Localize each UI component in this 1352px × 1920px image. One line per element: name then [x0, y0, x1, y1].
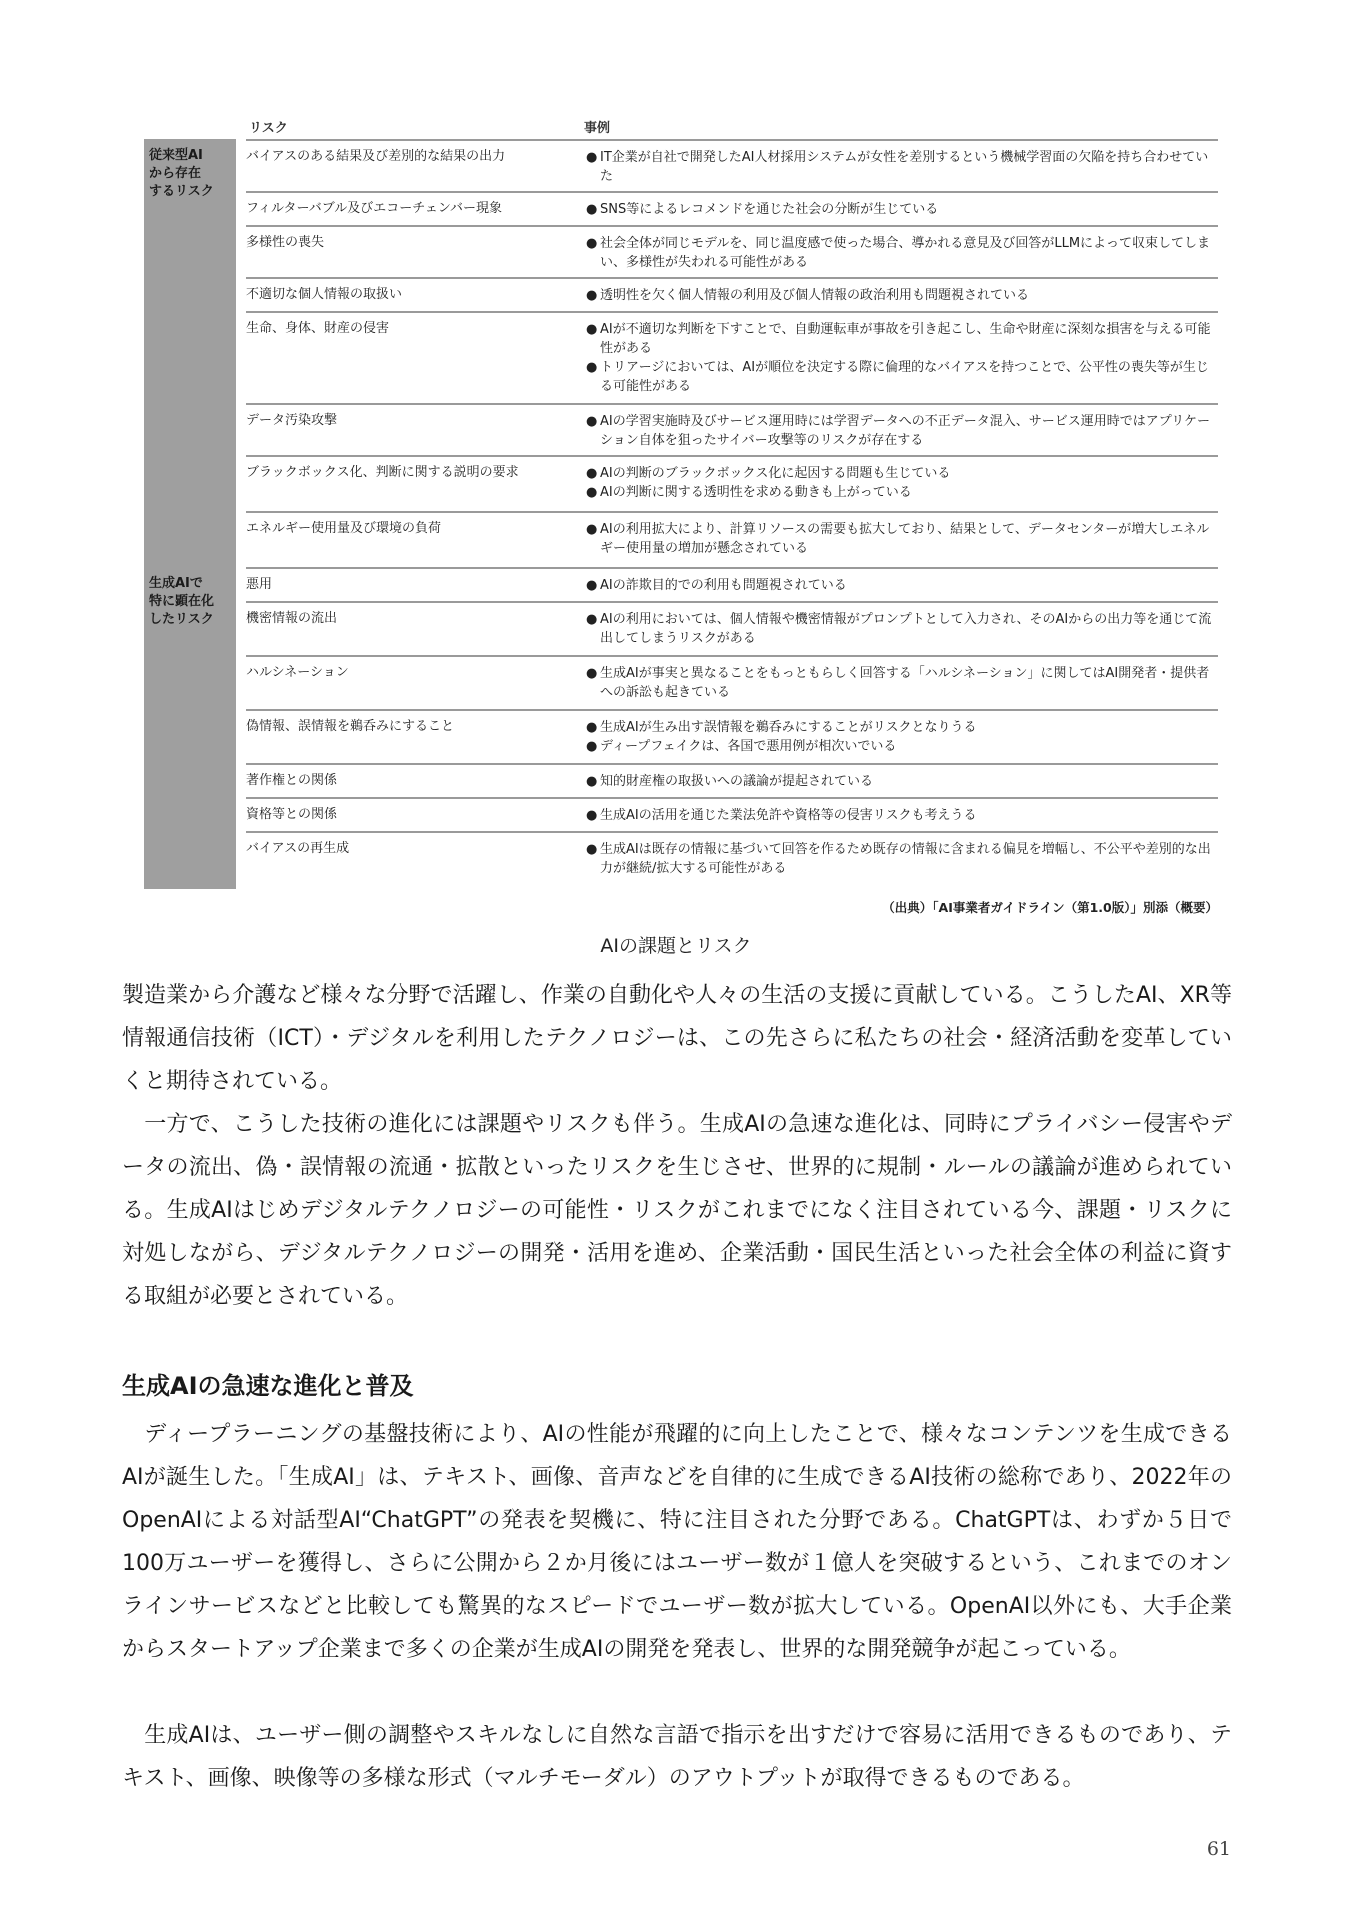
bullet-icon: ● — [586, 485, 598, 500]
example-text: 生成AIは既存の情報に基づいて回答を作るため既存の情報に含まれる偏見を増幅し、不公平や差別的な出力が継続/拡大する可能性がある — [600, 842, 1211, 876]
example-text: AIの詐欺目的での利用も問題視されている — [600, 578, 847, 593]
example-item — [586, 320, 1216, 358]
example-item — [586, 664, 1216, 702]
example-item — [586, 412, 1216, 450]
risk-row — [246, 403, 1218, 457]
bullet-icon: ● — [586, 666, 598, 681]
body-paragraph: 生成AIは、ユーザー側の調整やスキルなしに自然な言語で指示を出すだけで容易に活用できるものであり、テキスト、画像、映像等の多様な形式（マルチモーダル）のアウトプットが取得できるものである。 — [122, 1723, 1232, 1791]
risk-examples — [586, 200, 1216, 219]
risk-examples — [586, 520, 1216, 558]
risk-row — [246, 709, 1218, 765]
risk-column-header: リスク — [249, 121, 288, 136]
risk-name: データ汚染攻撃 — [246, 413, 338, 428]
example-text: 生成AIが事実と異なることをもっともらしく回答する「ハルシネーション」に関してはAI開発者・提供者への訴訟も起きている — [600, 666, 1210, 700]
risk-examples — [586, 806, 1216, 825]
group-label-generative: 生成AIで 特に顕在化 したリスク — [149, 576, 215, 627]
risk-name: フィルターバブル及びエコーチェンバー現象 — [246, 201, 502, 216]
bullet-icon: ● — [586, 842, 598, 857]
bullet-icon: ● — [586, 808, 598, 823]
risk-examples — [586, 234, 1216, 272]
example-item — [586, 718, 1216, 737]
example-text: トリアージにおいては、AIが順位を決定する際に倫理的なバイアスを持つことで、公平性の喪失等が生じる可能性がある — [600, 360, 1209, 394]
example-text: AIの利用拡大により、計算リソースの需要も拡大しており、結果として、データセンターが増大しエネルギー使用量の増加が懸念されている — [600, 522, 1210, 556]
risk-name: 偽情報、誤情報を鵜呑みにすること — [246, 719, 455, 734]
bullet-icon: ● — [586, 236, 598, 251]
example-item — [586, 148, 1216, 186]
risk-name: 著作権との関係 — [246, 773, 338, 788]
risk-name: エネルギー使用量及び環境の負荷 — [246, 521, 442, 536]
risk-examples — [586, 148, 1216, 186]
risk-row — [246, 277, 1218, 313]
bullet-icon: ● — [586, 466, 598, 481]
example-text: IT企業が自社で開発したAI人材採用システムが女性を差別するという機械学習面の欠陥を持ち合わせていた — [600, 150, 1209, 184]
group-band-generative — [144, 567, 236, 889]
example-text: 透明性を欠く個人情報の利用及び個人情報の政治利用も問題視されている — [600, 288, 1030, 303]
body-paragraph: ディープラーニングの基盤技術により、AIの性能が飛躍的に向上したことで、様々なコンテンツを生成できるAIが誕生した。「生成AI」は、テキスト、画像、音声などを自律的に生成できるAI技術の総称であり、2022年のOpenAIによる対話型AI“ChatGPT”の発表を契機に、特に注目された分野である。ChatGPTは、わずか５日で100万ユーザーを獲得し、さらに公開から２か月後にはユーザー数が１億人を突破するという、これまでのオンラインサービスなどと比較しても驚異的なスピードでユーザー数が拡大している。OpenAI以外にも、大手企業からスタートアップ企業まで多くの企業が生成AIの開発を発表し、世界的な開発競争が起こっている。 — [122, 1422, 1232, 1662]
example-text: 生成AIが生み出す誤情報を鵜呑みにすることがリスクとなりうる — [600, 720, 977, 735]
example-item — [586, 483, 1216, 502]
example-text: AIが不適切な判断を下すことで、自動運転車が事故を引き起こし、生命や財産に深刻な損害を与える可能性がある — [600, 322, 1211, 356]
example-text: AIの判断のブラックボックス化に起因する問題も生じている — [600, 466, 951, 481]
example-text: ディープフェイクは、各国で悪用例が相次いでいる — [600, 739, 897, 754]
example-text: SNS等によるレコメンドを通じた社会の分断が生じている — [600, 202, 939, 217]
risk-row — [246, 831, 1218, 891]
example-item — [586, 286, 1216, 305]
bullet-icon: ● — [586, 522, 598, 537]
bullet-icon: ● — [586, 202, 598, 217]
section-heading: 生成AIの急速な進化と普及 — [122, 1372, 414, 1400]
risk-row — [246, 225, 1218, 279]
bullet-icon: ● — [586, 414, 598, 429]
group-label-traditional: 従来型AI から存在 するリスク — [149, 148, 214, 199]
example-text: 社会全体が同じモデルを、同じ温度感で使った場合、導かれる意見及び回答がLLMによって収束してしまい、多様性が失われる可能性がある — [600, 236, 1211, 270]
bullet-icon: ● — [586, 774, 598, 789]
example-text: AIの学習実施時及びサービス運用時には学習データへの不正データ混入、サービス運用時ではアプリケーション自体を狙ったサイバー攻撃等のリスクが存在する — [600, 414, 1210, 448]
risk-name: 多様性の喪失 — [246, 235, 325, 250]
example-item — [586, 520, 1216, 558]
risk-name: バイアスのある結果及び差別的な結果の出力 — [246, 149, 506, 164]
example-item — [586, 358, 1216, 396]
body-paragraph: 一方で、こうした技術の進化には課題やリスクも伴う。生成AIの急速な進化は、同時にプライバシー侵害やデータの流出、偽・誤情報の流通・拡散といったリスクを生じさせ、世界的に規制・ルールの議論が進められている。生成AIはじめデジタルテクノロジーの可能性・リスクがこれまでになく注目されている今、課題・リスクに対処しながら、デジタルテクノロジーの開発・活用を進め、企業活動・国民生活といった社会全体の利益に資する取組が必要とされている。 — [122, 1112, 1232, 1309]
bullet-icon: ● — [586, 360, 598, 375]
risk-row — [246, 191, 1218, 227]
bullet-icon: ● — [586, 150, 598, 165]
bullet-icon: ● — [586, 720, 598, 735]
risk-name: ハルシネーション — [246, 665, 349, 680]
example-item — [586, 737, 1216, 756]
risk-name: ブラックボックス化、判断に関する説明の要求 — [246, 465, 519, 480]
example-item — [586, 576, 1216, 595]
risk-name: 機密情報の流出 — [246, 611, 338, 626]
example-item — [586, 840, 1216, 878]
example-text: AIの判断に関する透明性を求める動きも上がっている — [600, 485, 912, 500]
example-text: 生成AIの活用を通じた業法免許や資格等の侵害リスクも考えうる — [600, 808, 977, 823]
risk-row — [246, 567, 1218, 603]
example-text: AIの利用においては、個人情報や機密情報がプロンプトとして入力され、そのAIからの出力等を通じて流出してしまうリスクがある — [600, 612, 1212, 646]
risk-name: 資格等との関係 — [246, 807, 338, 822]
risk-examples — [586, 576, 1216, 595]
table-source-note: （出典）「AI事業者ガイドライン（第1.0版）」別添（概要） — [882, 900, 1218, 915]
example-item — [586, 200, 1216, 219]
risk-examples — [586, 320, 1216, 396]
risk-row — [246, 601, 1218, 657]
risk-examples — [586, 286, 1216, 305]
risk-table-header — [144, 115, 1218, 137]
risk-name: バイアスの再生成 — [246, 841, 350, 856]
bullet-icon: ● — [586, 322, 598, 337]
risk-examples — [586, 840, 1216, 878]
example-item — [586, 806, 1216, 825]
risk-examples — [586, 664, 1216, 702]
risk-row — [246, 655, 1218, 711]
risk-examples — [586, 464, 1216, 502]
example-column-header: 事例 — [584, 121, 611, 136]
figure-caption: AIの課題とリスク — [600, 935, 752, 957]
bullet-icon: ● — [586, 612, 598, 627]
example-text: 知的財産権の取扱いへの議論が提起されている — [600, 774, 874, 789]
risk-name: 生命、身体、財産の侵害 — [246, 321, 390, 336]
risk-row — [246, 511, 1218, 569]
risk-row — [246, 139, 1218, 193]
risk-examples — [586, 772, 1216, 791]
risk-name: 不適切な個人情報の取扱い — [246, 287, 403, 302]
bullet-icon: ● — [586, 739, 598, 754]
risk-row — [246, 763, 1218, 799]
risk-examples — [586, 412, 1216, 450]
example-item — [586, 610, 1216, 648]
risk-name: 悪用 — [246, 577, 273, 592]
risk-row — [246, 311, 1218, 405]
group-band-traditional — [144, 139, 236, 567]
example-item — [586, 772, 1216, 791]
risk-row — [246, 797, 1218, 833]
risk-examples — [586, 610, 1216, 648]
body-paragraph: 製造業から介護など様々な分野で活躍し、作業の自動化や人々の生活の支援に貢献している。こうしたAI、XR等情報通信技術（ICT）・デジタルを利用したテクノロジーは、この先さらに私たちの社会・経済活動を変革していくと期待されている。 — [122, 983, 1232, 1094]
risk-row — [246, 455, 1218, 513]
page-number: 61 — [1206, 1838, 1231, 1860]
bullet-icon: ● — [586, 578, 598, 593]
risk-examples — [586, 718, 1216, 756]
bullet-icon: ● — [586, 288, 598, 303]
example-item — [586, 234, 1216, 272]
example-item — [586, 464, 1216, 483]
